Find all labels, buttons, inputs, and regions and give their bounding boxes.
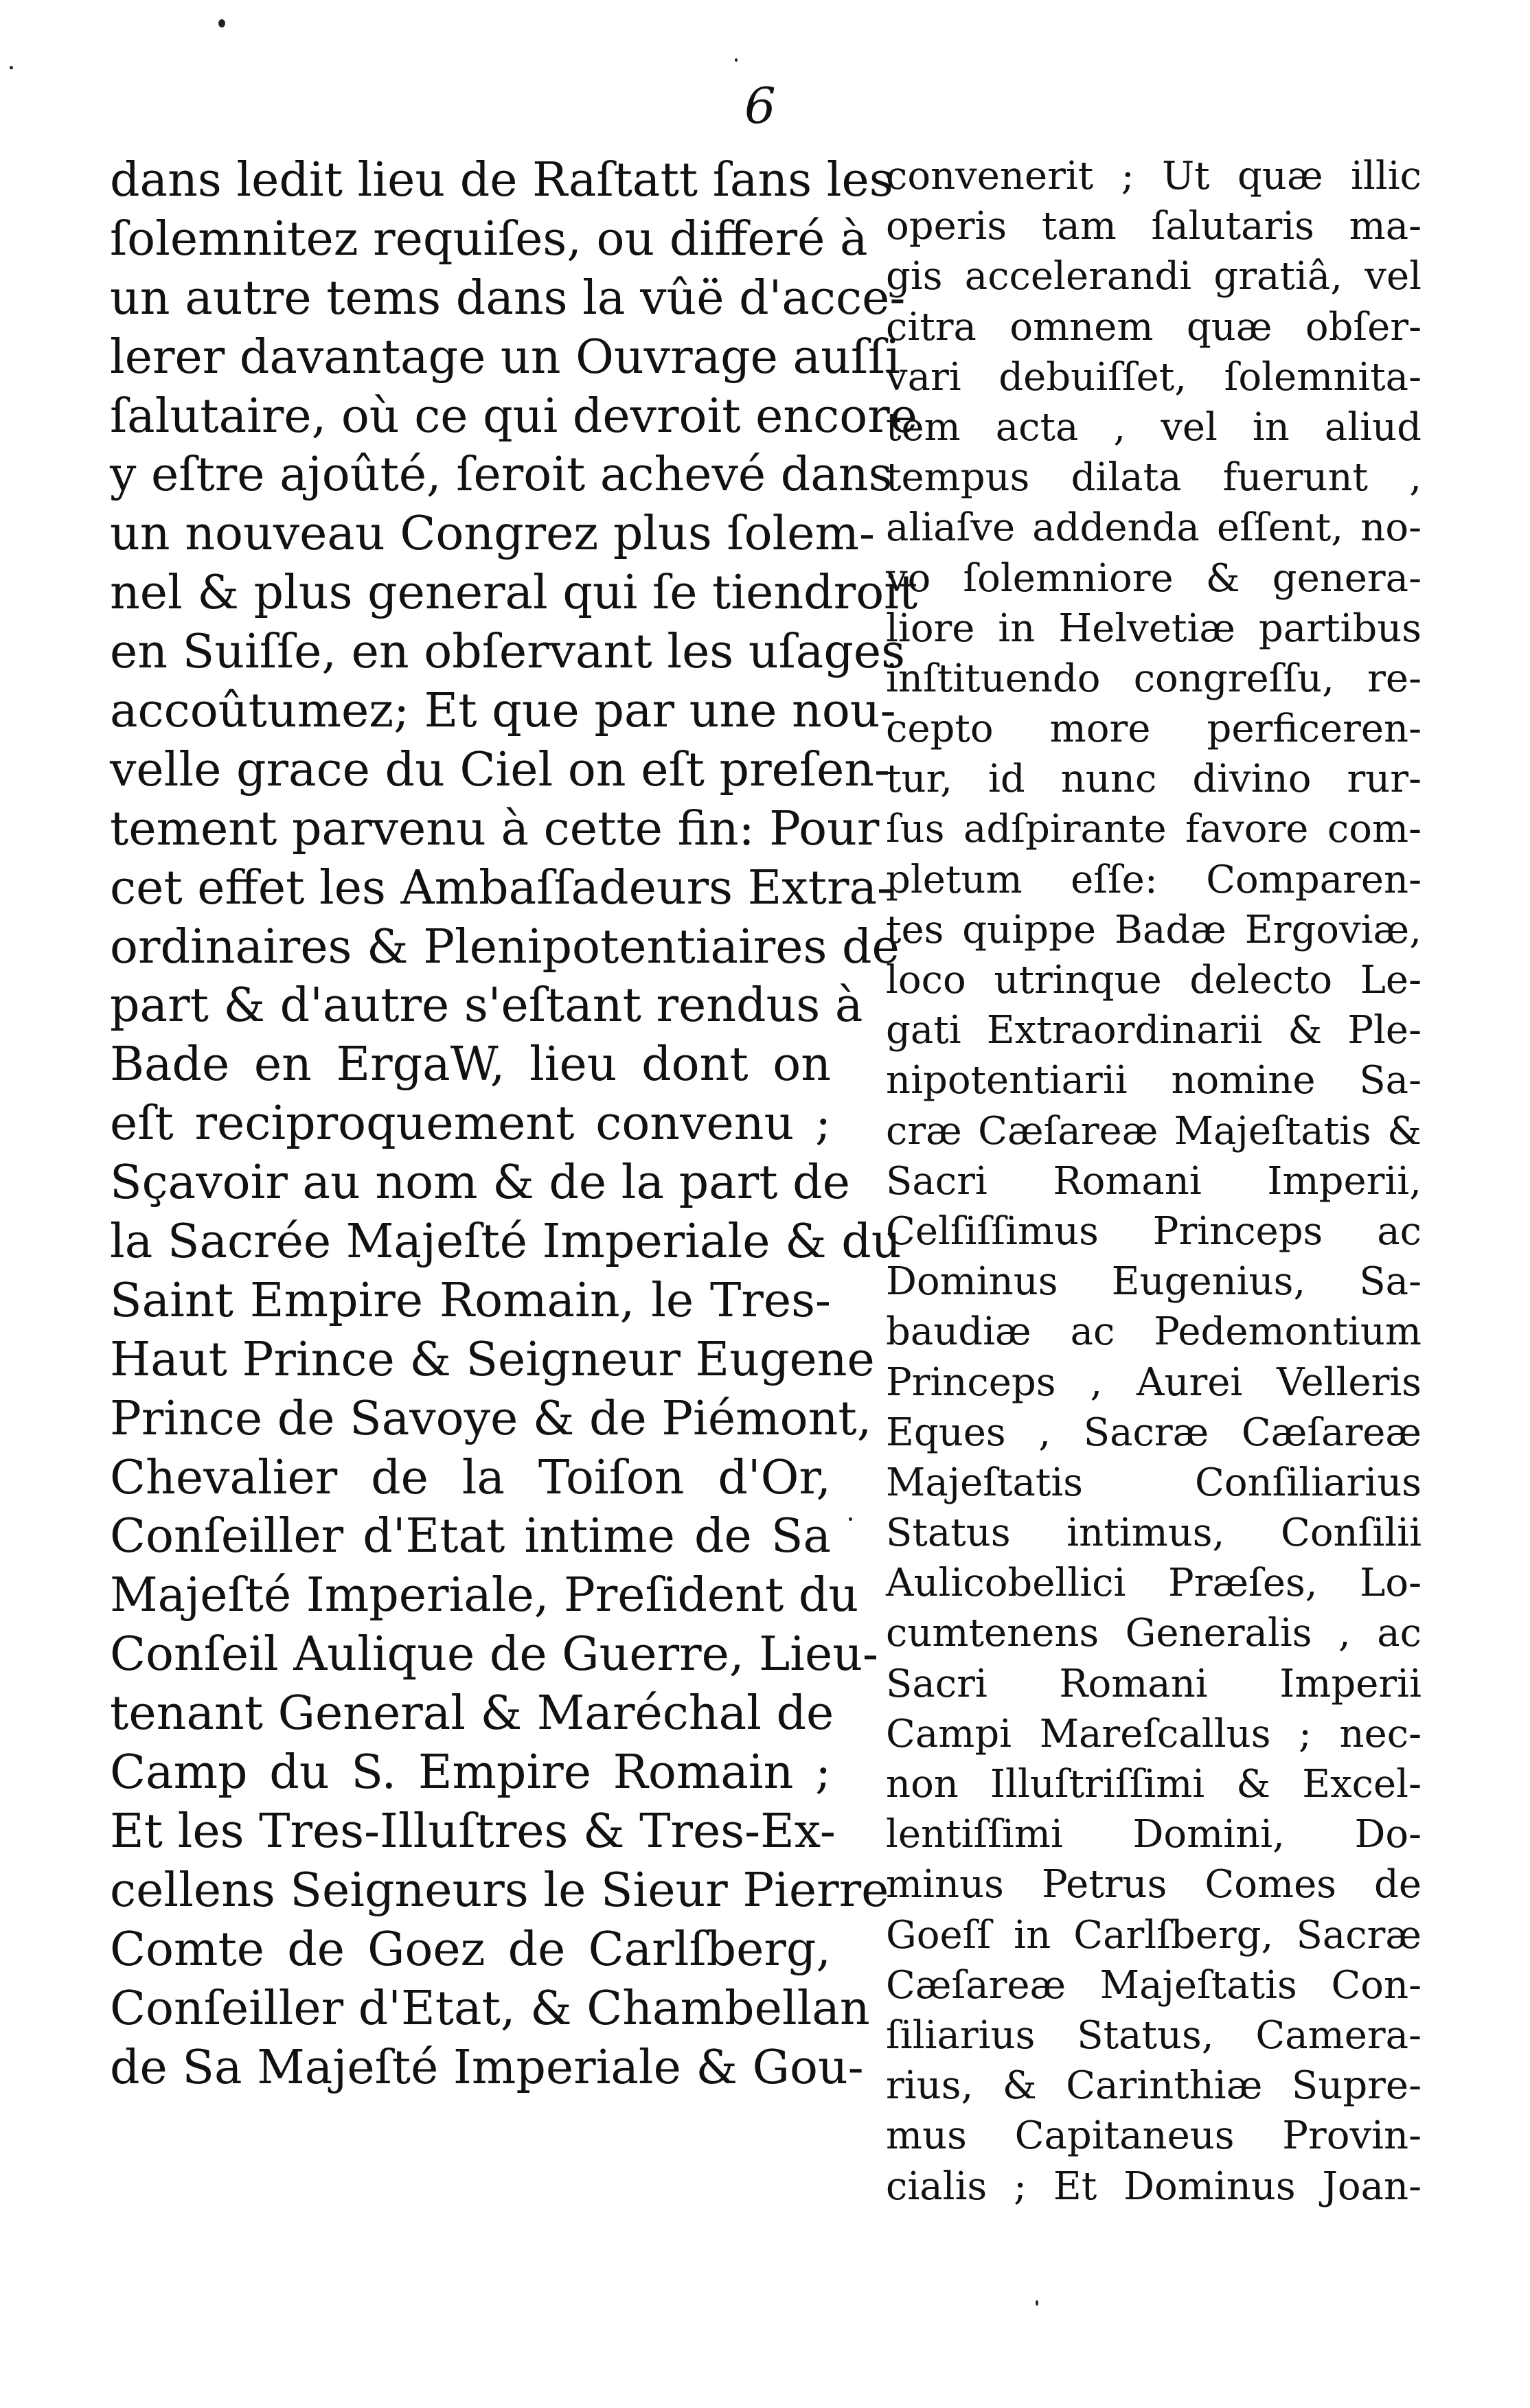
text-line: Chevalier de la Toiſon d'Or, <box>110 1450 831 1505</box>
print-speck <box>735 58 738 62</box>
text-line: gis accelerandi gratiâ, vel <box>886 254 1421 299</box>
text-line: y eſtre ajoûté, ſeroit achevé dans <box>110 448 893 503</box>
text-line: cialis ; Et Dominus Joan- <box>886 2164 1421 2209</box>
print-speck <box>849 1517 852 1521</box>
text-line: baudiæ ac Pedemontium <box>886 1309 1421 1355</box>
text-line: nipotentiarii nomine Sa- <box>886 1058 1421 1103</box>
text-line: eſt reciproquement convenu ; <box>110 1097 831 1151</box>
text-line: velle grace du Ciel on eſt preſen- <box>110 742 891 797</box>
text-line: Dominus Eugenius, Sa- <box>886 1259 1421 1305</box>
text-line: un autre tems dans la vûë d'acce- <box>110 271 906 325</box>
text-line: Conſeiller d'Etat, & Chambellan <box>110 1981 870 2036</box>
text-line: non Illuſtriſſimi & Excel- <box>886 1762 1421 1807</box>
text-line: ſiliarius Status, Camera- <box>886 2013 1421 2058</box>
text-line: Sacri Romani Imperii, <box>886 1158 1421 1204</box>
text-line: Comte de Goez de Carlſberg, <box>110 1922 831 1977</box>
text-line: Princeps , Aurei Velleris <box>886 1360 1421 1405</box>
text-line: aliaſve addenda eſſent, no- <box>886 505 1421 551</box>
text-line: part & d'autre s'eſtant rendus à <box>110 978 863 1033</box>
text-line: gati Extraordinarii & Ple- <box>886 1008 1421 1053</box>
text-line: Majeſté Imperiale, Preſident du <box>110 1568 859 1623</box>
text-line: Celſiſſimus Princeps ac <box>886 1208 1421 1254</box>
text-line: tem acta , vel in aliud <box>886 404 1421 450</box>
text-line: inſtituendo congreſſu, re- <box>886 656 1421 701</box>
text-line: vo ſolemniore & genera- <box>886 555 1421 601</box>
text-line: Bade en ErgaW, lieu dont on <box>110 1037 831 1092</box>
text-line: Haut Prince & Seigneur Eugene <box>110 1332 875 1387</box>
text-line: minus Petrus Comes de <box>886 1862 1421 1907</box>
text-line: Camp du S. Empire Romain ; <box>110 1745 831 1800</box>
text-line: Sacri Romani Imperii <box>886 1661 1421 1706</box>
print-speck <box>1036 2300 1038 2306</box>
text-line: Conſeiller d'Etat intime de Sa <box>110 1509 831 1564</box>
text-line: vari debuiſſet, ſolemnita- <box>886 354 1421 400</box>
text-line: tur, id nunc divino rur- <box>886 757 1421 802</box>
text-line: Status intimus, Conſilii <box>886 1511 1421 1556</box>
text-line: pletum eſſe: Comparen- <box>886 857 1421 902</box>
text-line: tempus dilata fuerunt , <box>886 455 1421 501</box>
text-line: rius, & Carinthiæ Supre- <box>886 2063 1421 2109</box>
text-line: convenerit ; Ut quæ illic <box>886 154 1421 198</box>
text-line: lentiſſimi Domini, Do- <box>886 1812 1421 1857</box>
text-line: Cæſareæ Majeſtatis Con- <box>886 1962 1421 2008</box>
text-line: tement parvenu à cette fin: Pour <box>110 801 880 856</box>
text-line: nel & plus general qui ſe tiendroit <box>110 566 918 621</box>
text-line: ſolemnitez requiſes, ou differé à <box>110 211 868 266</box>
text-line: ſus adſpirante favore com- <box>886 807 1421 852</box>
text-line: la Sacrée Majeſté Imperiale & du <box>110 1215 902 1270</box>
text-line: Majeſtatis Conſiliarius <box>886 1460 1421 1505</box>
text-line: mus Capitaneus Provin- <box>886 2113 1421 2159</box>
text-line: operis tam ſalutaris ma- <box>886 204 1421 249</box>
text-line: cellens Seigneurs le Sieur Pierre <box>110 1863 889 1918</box>
right-column-latin <box>886 151 1421 2212</box>
text-line: lerer davantage un Ouvrage auſſi <box>110 330 900 385</box>
text-line: de Sa Majeſté Imperiale & Gou- <box>110 2040 864 2095</box>
print-speck <box>10 66 13 69</box>
text-line: Conſeil Aulique de Guerre, Lieu- <box>110 1627 879 1682</box>
text-line: Prince de Savoye & de Piémont, <box>110 1391 872 1446</box>
text-line: ordinaires & Plenipotentiaires de <box>110 919 900 974</box>
page-number: 6 <box>744 77 776 135</box>
text-line: tes quippe Badæ Ergoviæ, <box>886 907 1421 952</box>
text-line: Goeſſ in Carlſberg, Sacræ <box>886 1912 1421 1958</box>
text-line: cumtenens Generalis , ac <box>886 1611 1421 1656</box>
text-line: cet effet les Ambaſſadeurs Extra- <box>110 860 893 915</box>
text-line: citra omnem quæ obſer- <box>886 304 1421 349</box>
text-line: dans ledit lieu de Raſtatt ſans les <box>110 153 893 207</box>
text-line: en Suiſſe, en obſervant les uſages <box>110 625 905 680</box>
text-line: Campi Mareſcallus ; nec- <box>886 1711 1421 1756</box>
left-column-french <box>110 151 918 2097</box>
text-line: cepto more perficeren- <box>886 707 1421 752</box>
text-line: accoûtumez; Et que par une nou- <box>110 684 896 739</box>
text-line: Eques , Sacræ Cæſareæ <box>886 1410 1421 1455</box>
text-line: loco utrinque delecto Le- <box>886 958 1421 1002</box>
text-line: ſalutaire, où ce qui devroit encore <box>110 389 917 444</box>
text-line: liore in Helvetiæ partibus <box>886 606 1421 651</box>
text-line: tenant General & Maréchal de <box>110 1686 834 1741</box>
print-speck <box>218 19 225 27</box>
text-line: Aulicobellici Præſes, Lo- <box>886 1561 1421 1606</box>
text-line: Saint Empire Romain, le Tres- <box>110 1273 831 1328</box>
text-line: Sçavoir au nom & de la part de <box>110 1156 850 1211</box>
text-line: cræ Cæſareæ Majeſtatis & <box>886 1108 1421 1154</box>
text-line: un nouveau Congrez plus ſolem- <box>110 507 875 562</box>
text-line: Et les Tres-Illuſtres & Tres-Ex- <box>110 1804 836 1859</box>
